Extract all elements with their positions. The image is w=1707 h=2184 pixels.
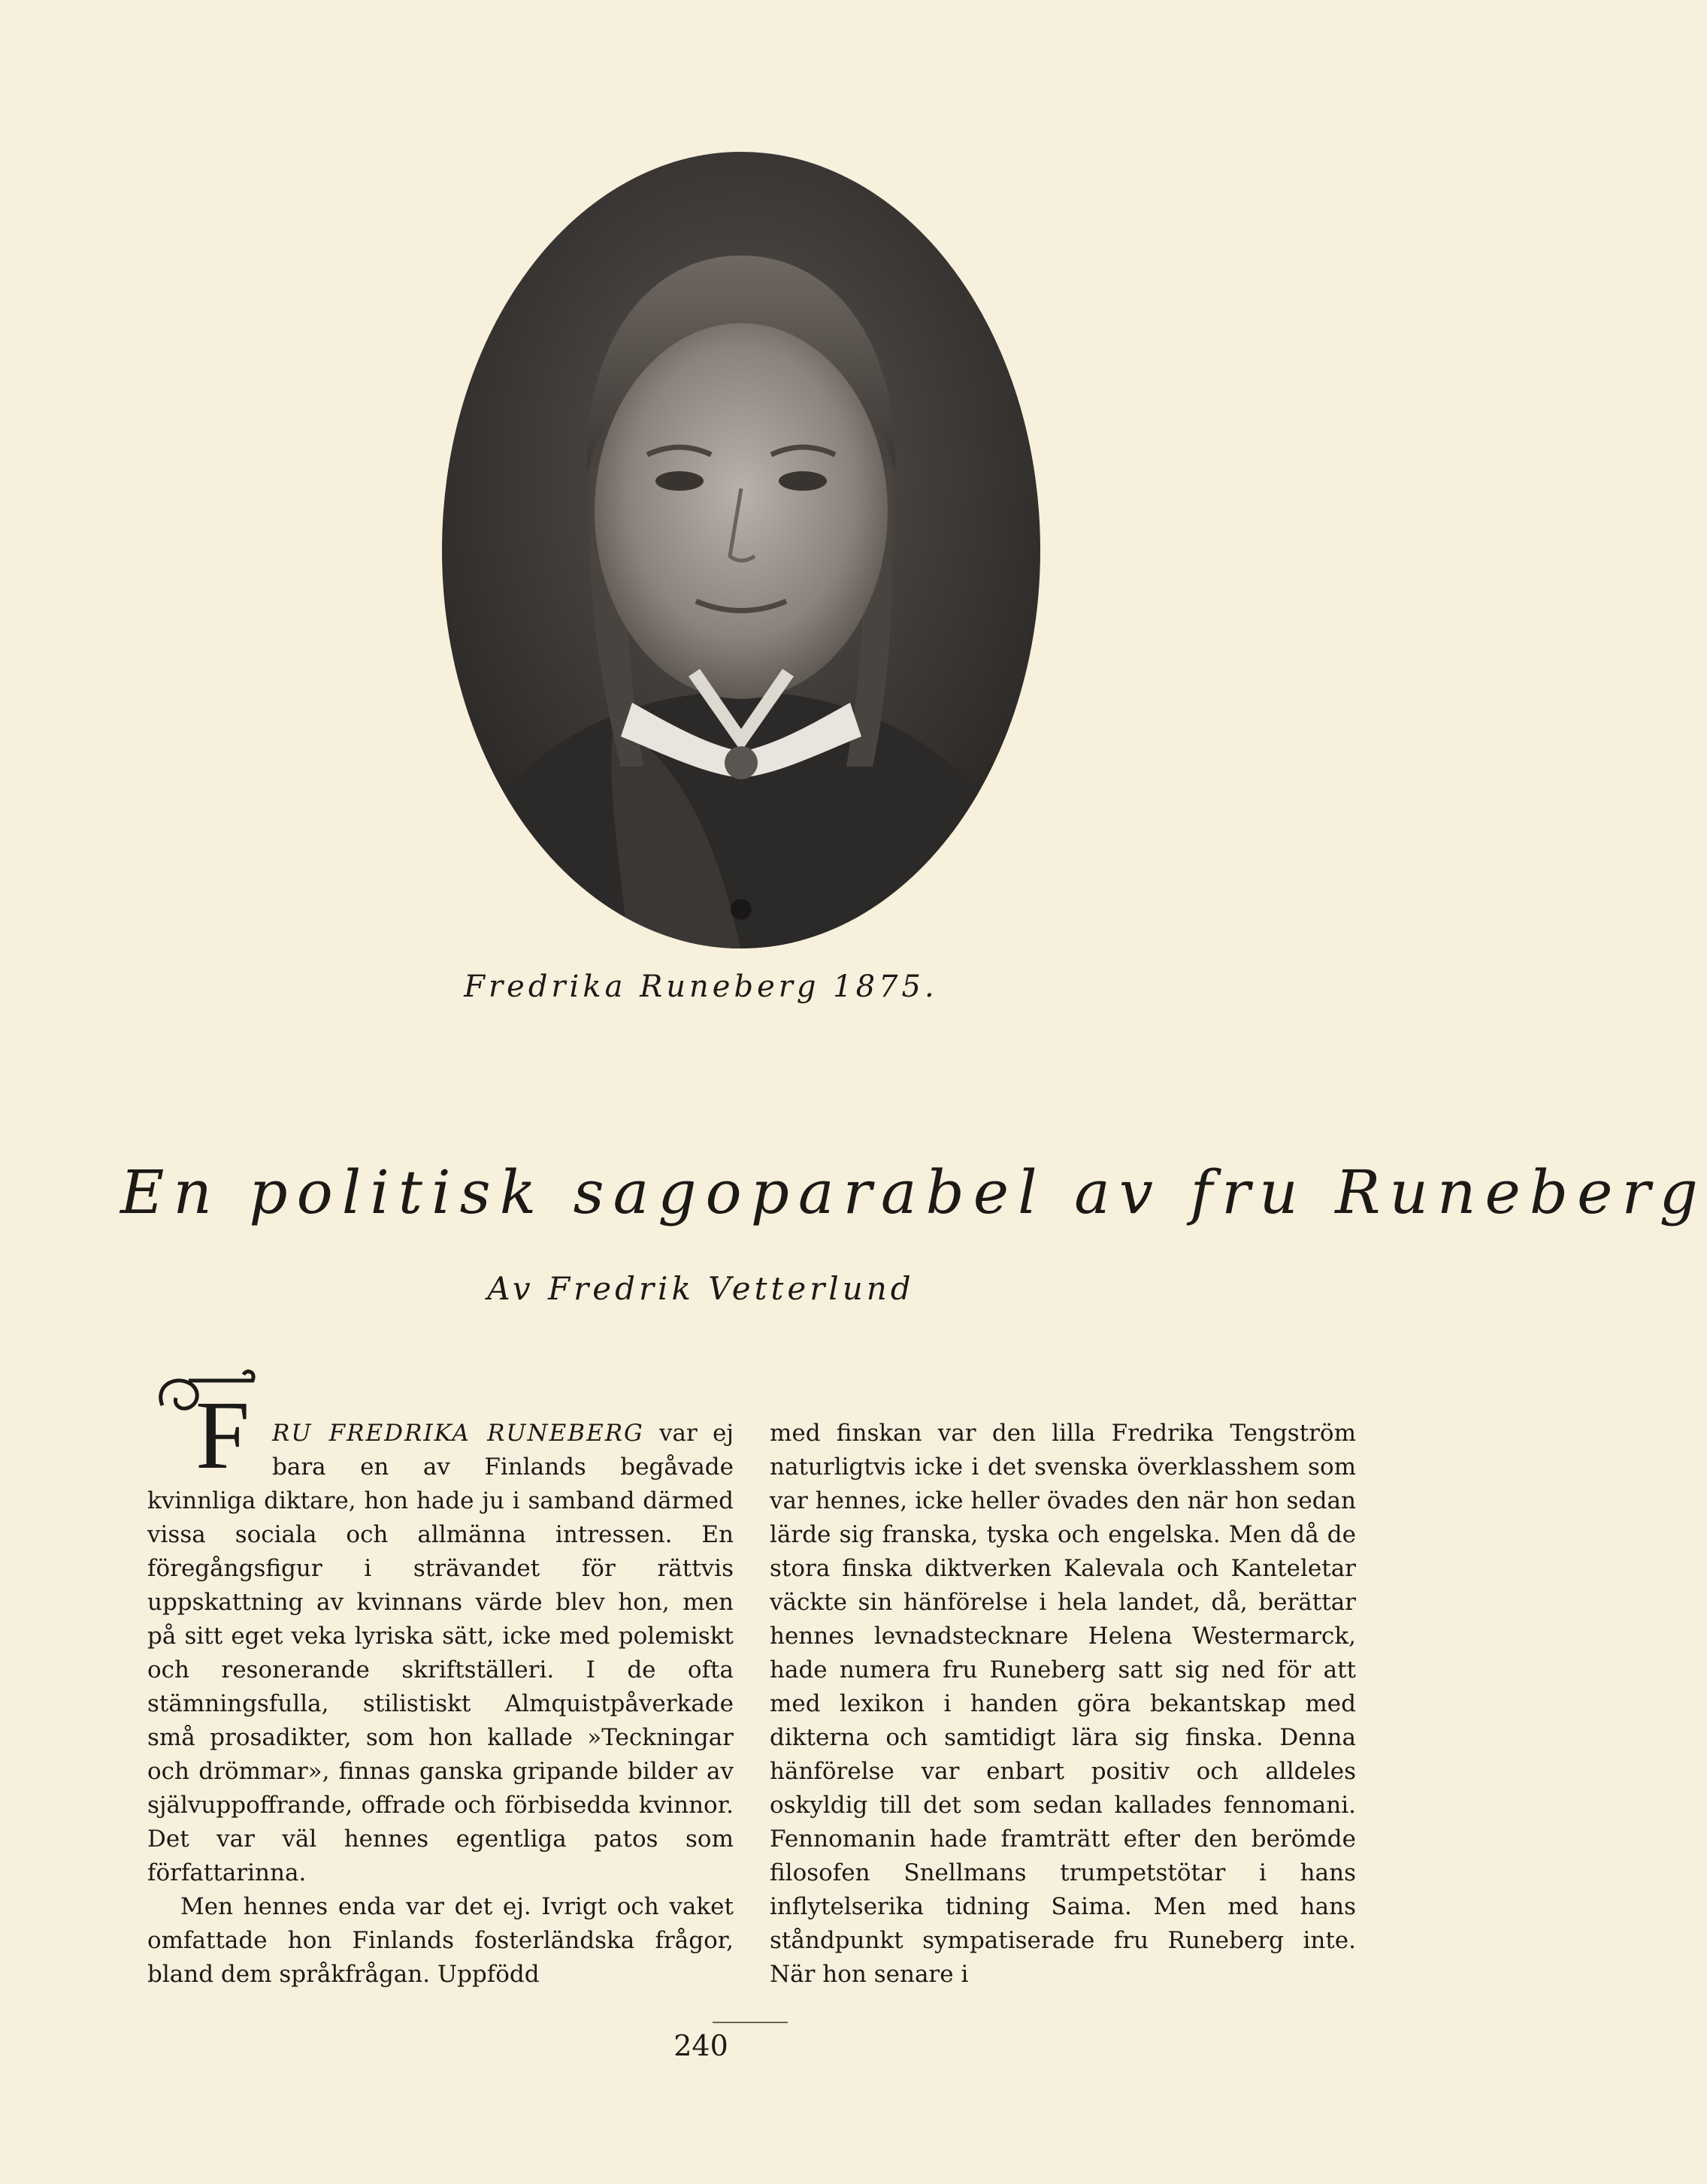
page-number: 240 [673, 2029, 728, 2062]
paragraph-text: var ej bara en av Finlands begåvade kvinnliga diktare, hon hade ju i samband därmed vissa sociala och allmänna intressen. En föregångsfigur i strävandet för rättvis uppskattning av kvinnans värde blev hon, men på sitt eget veka lyriska sätt, icke med polemiskt och resonerande skriftställeri. I de ofta stämningsfulla, stilistiskt Almquistpåverkade små prosadikter, som hon kallade »Teckningar och drömmar», finnas ganska gripande bilder av självuppoffrande, offrade och förbisedda kvinnor. Det var väl hennes egentliga patos som författarinna. [147, 1420, 734, 1886]
paragraph [147, 1381, 734, 1890]
text-column-left [147, 1381, 734, 1992]
portrait-image [440, 150, 1042, 951]
drop-cap-ornament [147, 1364, 260, 1490]
photo-caption: Fredrika Runeberg 1875. [464, 969, 938, 1004]
text-column-right [770, 1417, 1356, 1992]
paragraph: med finskan var den lilla Fredrika Tengström naturligtvis icke i det svenska överklasshem som var hennes, icke heller övades den när hon sedan lärde sig franska, tyska och engelska. Men då de stora finska diktverken Kalevala och Kanteletar väckte sin hänförelse i hela landet, då, berättar hennes levnadstecknare Helena Westermarck, hade numera fru Runeberg satt sig ned för att med lexikon i handen göra bekantskap med dikterna och samtidigt lära sig finska. Denna hänförelse var enbart positiv och alldeles oskyldig till det som sedan kallades fennomani. Fennomanin hade framträtt efter den berömde filosofen Snellmans trumpetstötar i hans inflytelserika tidning Saima. Men med hans ståndpunkt sympatiserade fru Runeberg inte. När hon senare i [770, 1420, 1356, 1988]
footer-rule [713, 2022, 788, 2023]
portrait-photo [440, 150, 1042, 951]
opening-words: RU FREDRIKA RUNEBERG [272, 1420, 644, 1447]
paragraph: Men hennes enda var det ej. Ivrigt och vaket omfattade hon Finlands fosterländska frågor, bland dem språkfrågan. Uppfödd [147, 1893, 734, 1988]
article-title: En politisk sagoparabel av fru Runeberg [120, 1157, 1707, 1227]
drop-cap-letter: F [195, 1381, 250, 1490]
article-byline: Av Fredrik Vetterlund [487, 1270, 915, 1307]
